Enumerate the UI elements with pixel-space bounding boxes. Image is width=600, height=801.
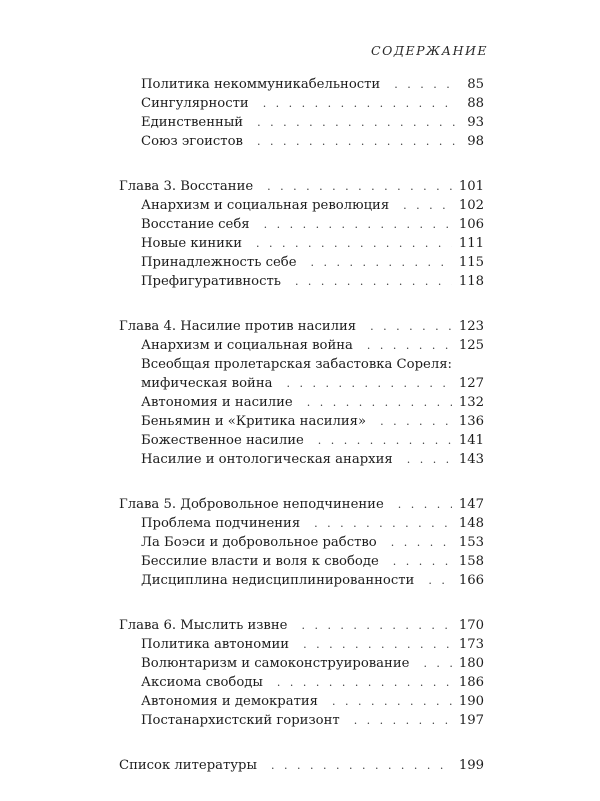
page-number: 197 bbox=[458, 713, 484, 728]
toc-entry bbox=[119, 374, 484, 393]
toc-entry-title: Ла Боэси и добровольное рабство bbox=[141, 535, 377, 550]
toc-chapter bbox=[119, 495, 484, 514]
toc-entry-title: Сингулярности bbox=[141, 96, 249, 111]
page-number: 158 bbox=[458, 554, 484, 569]
dot-leader bbox=[354, 711, 452, 730]
dot-leader bbox=[407, 450, 452, 469]
toc-entry-title: Префигуративность bbox=[141, 274, 281, 289]
toc-entry bbox=[119, 533, 484, 552]
dot-leader bbox=[398, 495, 452, 514]
toc-entry-title: Единственный bbox=[141, 115, 244, 130]
page-number: 106 bbox=[458, 217, 484, 232]
toc-chapter-title: Глава 6. Мыслить извне bbox=[119, 618, 288, 633]
dot-leader bbox=[256, 234, 452, 253]
toc-group bbox=[119, 495, 484, 590]
dot-leader bbox=[393, 552, 452, 571]
toc-entry bbox=[119, 94, 484, 113]
page-number: 88 bbox=[467, 96, 484, 111]
page-number: 143 bbox=[458, 452, 484, 467]
page-number: 141 bbox=[458, 433, 484, 448]
dot-leader bbox=[380, 412, 452, 431]
toc-entry bbox=[119, 514, 484, 533]
page-number: 186 bbox=[458, 675, 484, 690]
page-number: 170 bbox=[458, 618, 484, 633]
page-number: 166 bbox=[458, 573, 484, 588]
toc-chapter-title: Список литературы bbox=[119, 758, 257, 773]
toc-entry-title: Анархизм и социальная война bbox=[141, 338, 353, 353]
page-number: 147 bbox=[458, 497, 484, 512]
page-number: 190 bbox=[458, 694, 484, 709]
toc-group bbox=[119, 317, 484, 469]
dot-leader bbox=[287, 374, 452, 393]
toc-entry bbox=[119, 711, 484, 730]
dot-leader bbox=[295, 272, 452, 291]
page-number: 132 bbox=[458, 395, 484, 410]
dot-leader bbox=[303, 635, 452, 654]
toc-entry-title: Союз эгоистов bbox=[141, 134, 243, 149]
toc-entry bbox=[119, 234, 484, 253]
page-number: 93 bbox=[467, 115, 484, 130]
dot-leader bbox=[311, 253, 452, 272]
toc-entry-title: Бессилие власти и воля к свободе bbox=[141, 554, 379, 569]
page-number: 98 bbox=[467, 134, 484, 149]
page-number: 111 bbox=[458, 236, 484, 251]
toc-entry bbox=[119, 692, 484, 711]
page-number: 115 bbox=[458, 255, 484, 270]
dot-leader bbox=[370, 317, 452, 336]
toc-chapter-title: Глава 3. Восстание bbox=[119, 179, 254, 194]
toc-entry bbox=[119, 450, 484, 469]
toc-group bbox=[119, 756, 484, 775]
dot-leader bbox=[263, 94, 455, 113]
dot-leader bbox=[428, 571, 452, 590]
page-number: 148 bbox=[458, 516, 484, 531]
dot-leader bbox=[394, 75, 455, 94]
page-number: 153 bbox=[458, 535, 484, 550]
toc-group bbox=[119, 177, 484, 291]
running-head: СОДЕРЖАНИЕ bbox=[371, 43, 488, 58]
page-number: 125 bbox=[458, 338, 484, 353]
toc-entry bbox=[119, 673, 484, 692]
dot-leader bbox=[301, 616, 451, 635]
toc-chapter bbox=[119, 317, 484, 336]
toc-entry bbox=[119, 75, 484, 94]
toc-entry-title: Волюнтаризм и самоконструирование bbox=[141, 656, 410, 671]
toc-entry-title: Автономия и демократия bbox=[141, 694, 318, 709]
dot-leader bbox=[257, 132, 455, 151]
table-of-contents bbox=[119, 75, 484, 801]
toc-entry bbox=[119, 635, 484, 654]
dot-leader bbox=[403, 196, 452, 215]
toc-entry bbox=[119, 431, 484, 450]
toc-entry-title: Новые киники bbox=[141, 236, 242, 251]
toc-entry-title: Проблема подчинения bbox=[141, 516, 301, 531]
toc-chapter bbox=[119, 756, 484, 775]
toc-entry bbox=[119, 253, 484, 272]
page-number: 180 bbox=[458, 656, 484, 671]
toc-entry-title: Божественное насилие bbox=[141, 433, 304, 448]
toc-chapter bbox=[119, 177, 484, 196]
toc-entry bbox=[119, 571, 484, 590]
toc-entry bbox=[119, 336, 484, 355]
dot-leader bbox=[367, 336, 452, 355]
page-number: 102 bbox=[458, 198, 484, 213]
toc-entry bbox=[119, 196, 484, 215]
dot-leader bbox=[271, 756, 452, 775]
page-number: 123 bbox=[458, 319, 484, 334]
toc-chapter-title: Глава 4. Насилие против насилия bbox=[119, 319, 357, 334]
toc-entry bbox=[119, 393, 484, 412]
toc-entry-title: Беньямин и «Критика насилия» bbox=[141, 414, 367, 429]
toc-entry-title: Автономия и насилие bbox=[141, 395, 293, 410]
dot-leader bbox=[277, 673, 452, 692]
dot-leader bbox=[267, 177, 452, 196]
dot-leader bbox=[264, 215, 452, 234]
dot-leader bbox=[314, 514, 452, 533]
page-number: 85 bbox=[467, 77, 484, 92]
toc-entry-title: Всеобщая пролетарская забастовка Сореля: bbox=[141, 357, 452, 372]
toc-entry-title: мифическая война bbox=[141, 376, 273, 391]
dot-leader bbox=[391, 533, 452, 552]
toc-entry-title: Политика автономии bbox=[141, 637, 290, 652]
toc-entry bbox=[119, 272, 484, 291]
toc-chapter-title: Глава 5. Добровольное неподчинение bbox=[119, 497, 384, 512]
toc-chapter bbox=[119, 616, 484, 635]
toc-entry-title: Политика некоммуникабельности bbox=[141, 77, 381, 92]
toc-entry-title: Постанархистский горизонт bbox=[141, 713, 340, 728]
toc-entry-title: Восстание себя bbox=[141, 217, 250, 232]
toc-entry bbox=[119, 132, 484, 151]
toc-entry bbox=[119, 552, 484, 571]
page-number: 173 bbox=[458, 637, 484, 652]
dot-leader bbox=[257, 113, 455, 132]
toc-entry-title: Насилие и онтологическая анархия bbox=[141, 452, 393, 467]
toc-entry bbox=[119, 412, 484, 431]
dot-leader bbox=[332, 692, 452, 711]
dot-leader bbox=[318, 431, 452, 450]
toc-entry-title: Аксиома свободы bbox=[141, 675, 263, 690]
dot-leader bbox=[307, 393, 452, 412]
toc-entry bbox=[119, 113, 484, 132]
page-number: 118 bbox=[458, 274, 484, 289]
toc-entry bbox=[119, 654, 484, 673]
toc-entry bbox=[119, 355, 484, 374]
toc-group bbox=[119, 616, 484, 730]
page-number: 136 bbox=[458, 414, 484, 429]
toc-entry-title: Анархизм и социальная революция bbox=[141, 198, 390, 213]
toc-entry bbox=[119, 215, 484, 234]
toc-entry-title: Дисциплина недисциплинированности bbox=[141, 573, 415, 588]
toc-entry-title: Принадлежность себе bbox=[141, 255, 297, 270]
toc-group bbox=[119, 75, 484, 151]
dot-leader bbox=[423, 654, 451, 673]
page-number: 101 bbox=[458, 179, 484, 194]
page-number: 127 bbox=[458, 376, 484, 391]
page-number: 199 bbox=[458, 758, 484, 773]
